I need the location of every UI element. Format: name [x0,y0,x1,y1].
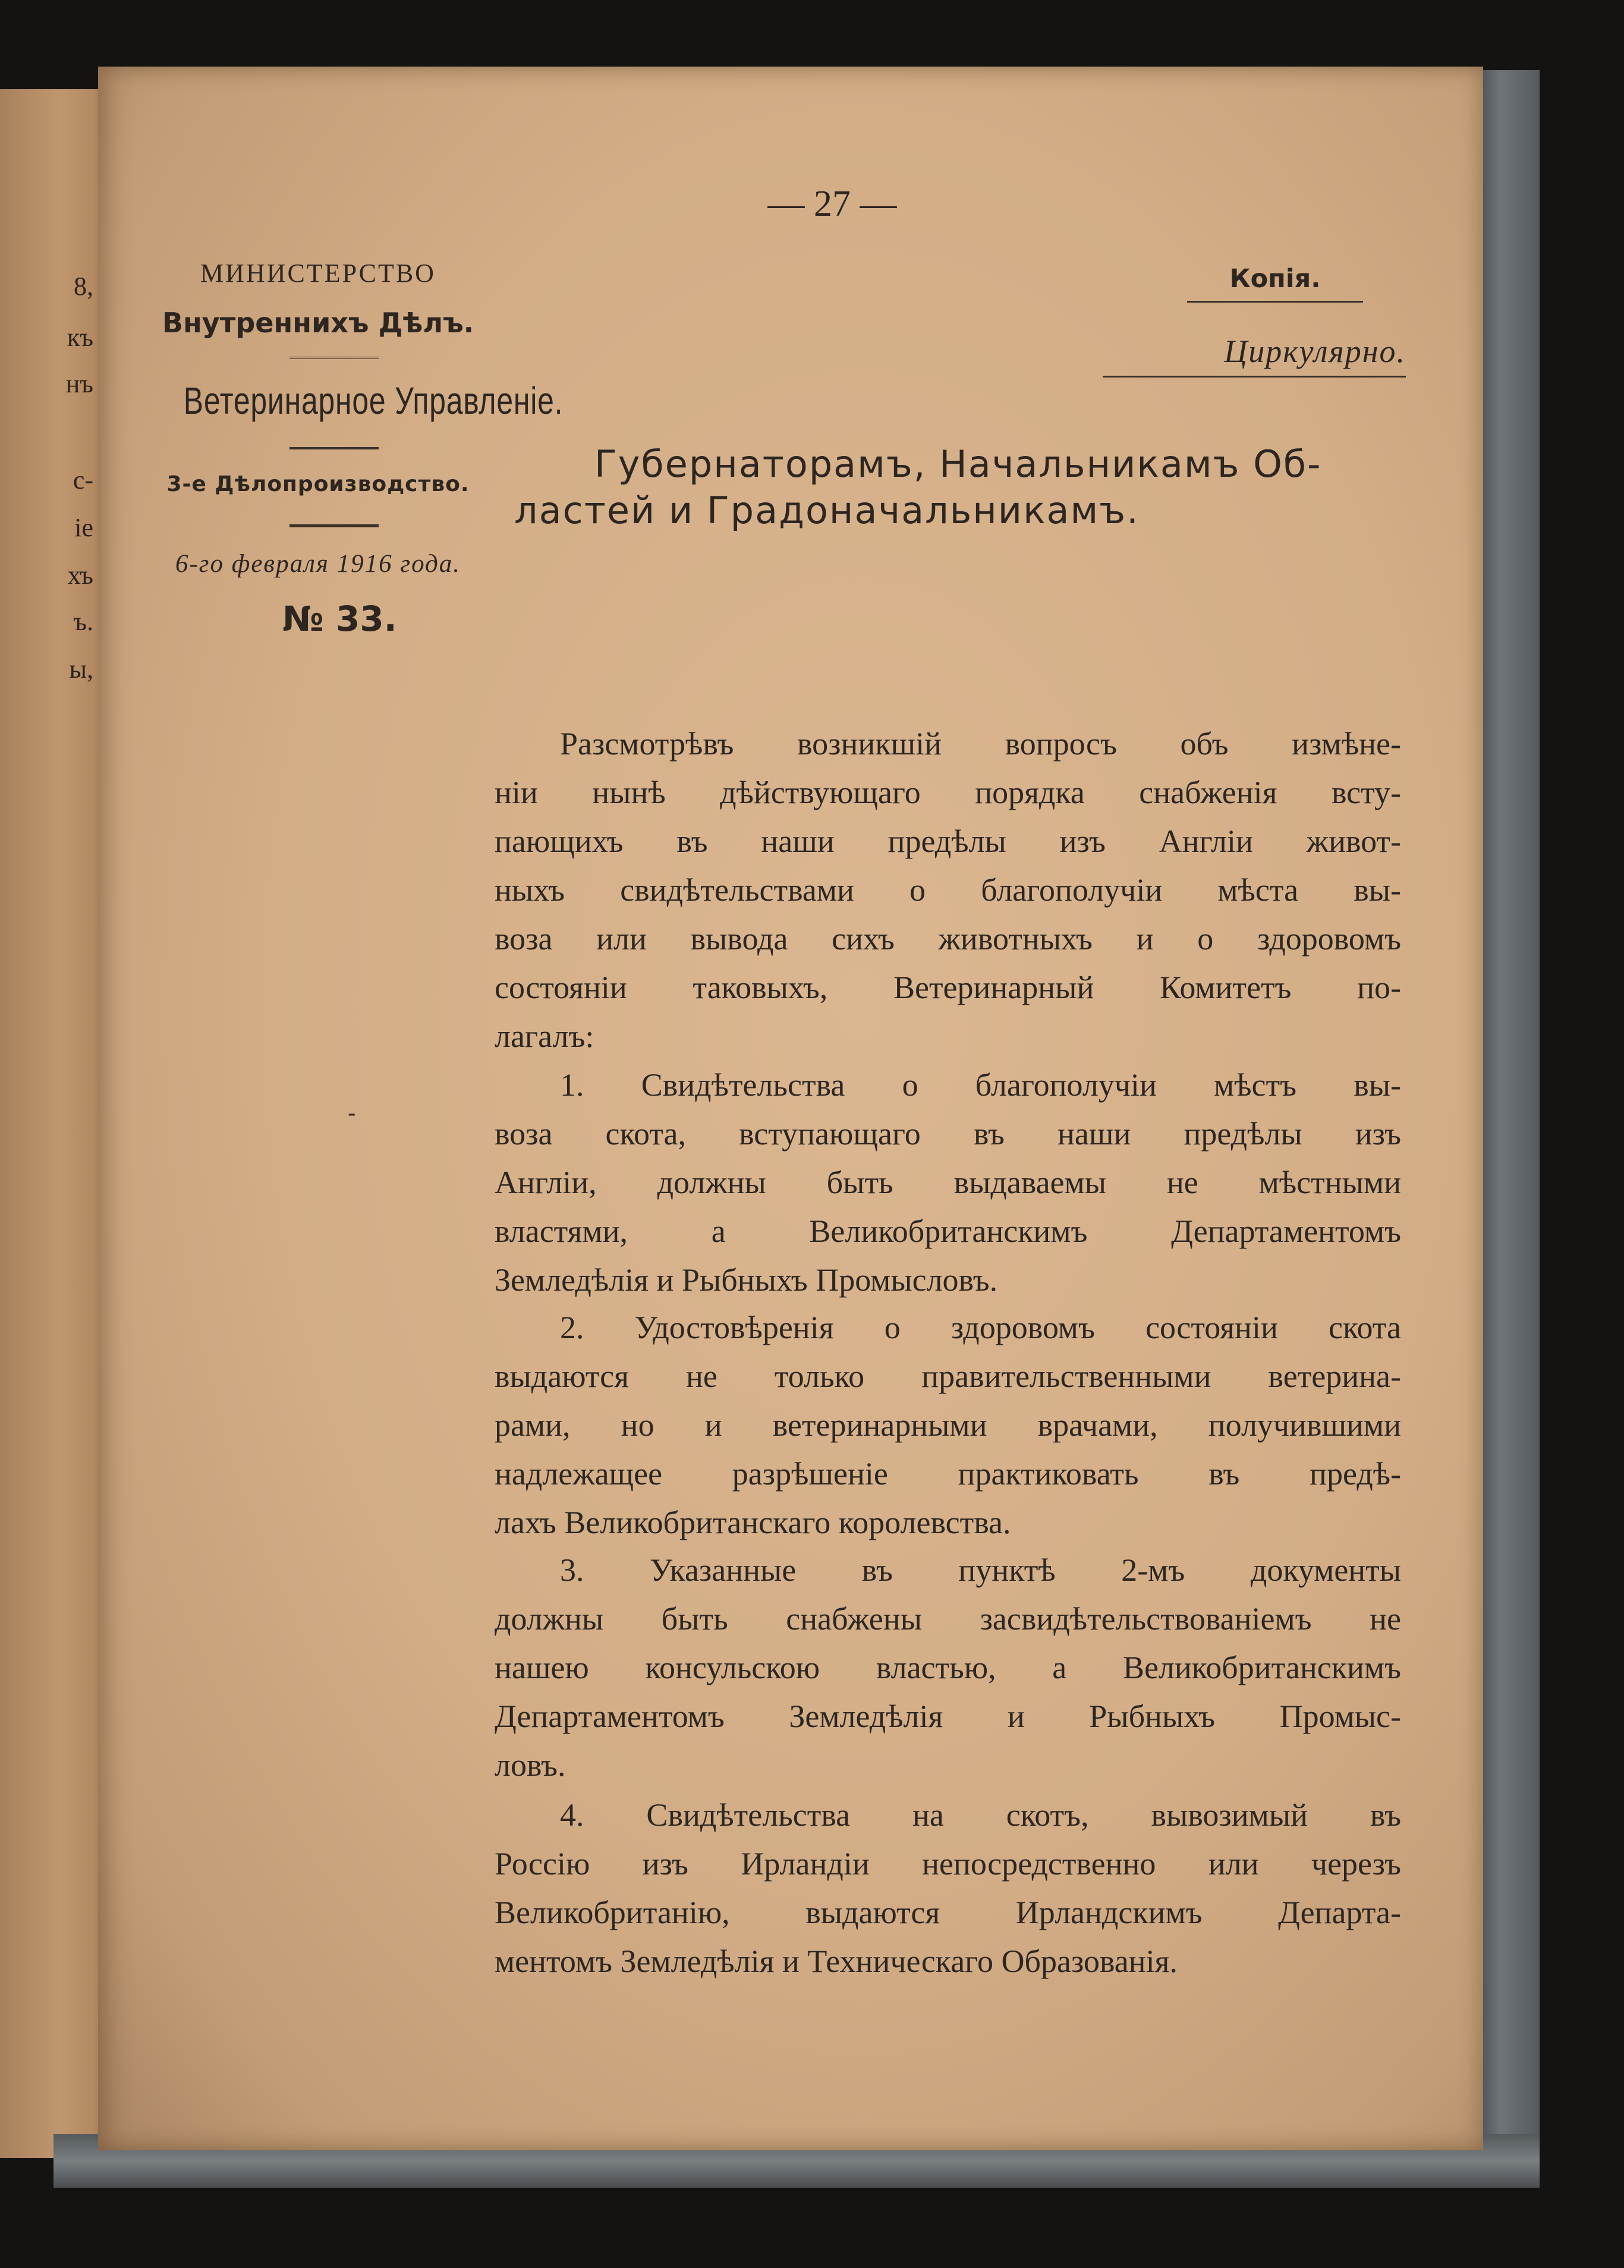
left-page-fragment: нъ [65,369,93,398]
margin-mark: - [348,1100,356,1127]
left-page-fragment: с- [73,465,93,495]
body-line: пающихъ въ наши предѣлы изъ Англіи живот- [495,823,1401,859]
body-line: 4. Свидѣтельства на скотъ, вывозимый въ [560,1797,1401,1833]
body-line: надлежащее разрѣшеніе практиковать въ предѣ- [495,1456,1401,1492]
body-line: воза или вывода сихъ животныхъ и о здоровомъ [495,921,1401,957]
body-line: должны быть снабжены засвидѣтельствованіемъ не [495,1601,1401,1637]
copy-label: Копія. [1229,264,1321,294]
ministry-name: МИНИСТЕРСТВО [200,259,436,288]
ministry-subtitle: Внутреннихъ Дѣлъ. [162,307,474,339]
left-page-fragment: ы, [69,655,93,684]
body-line: Земледѣлія и Рыбныхъ Промысловъ. [495,1262,998,1298]
addressee-line: ластей и Градоначальникамъ. [514,489,1140,532]
body-line: нашею консульскою властью, а Великобританскимъ [495,1650,1401,1685]
page-number: — 27 — [767,184,897,224]
body-line: Разсмотрѣвъ возникшій вопросъ объ измѣне- [560,726,1401,762]
body-line: воза скота, вступающаго въ наши предѣлы изъ [495,1116,1401,1152]
body-line: Англіи, должны быть выдаваемы не мѣстными [495,1165,1401,1200]
body-line: Департаментомъ Земледѣлія и Рыбныхъ Промыс- [495,1698,1401,1734]
document-number: № 33. [282,599,397,639]
body-line: ментомъ Земледѣлія и Техническаго Образованія. [495,1943,1178,1979]
header-divider [289,447,379,449]
header-divider [289,524,379,527]
body-line: Россію изъ Ирландіи непосредственно или черезъ [495,1846,1401,1882]
circular-underline [1103,376,1406,378]
left-page-fragment: хъ [67,561,93,590]
body-line: 2. Удостовѣренія о здоровомъ состояніи скота [560,1310,1401,1345]
left-page-fragment: къ [67,323,93,352]
department-name: Ветеринарное Управленіе. [183,379,564,422]
circular-label: Циркулярно. [1224,334,1406,369]
document-page [98,67,1483,2150]
body-line: лагалъ: [495,1018,594,1054]
body-line: рами, но и ветеринарными врачами, получившими [495,1407,1401,1443]
body-line: властями, а Великобританскимъ Департаментомъ [495,1213,1401,1249]
document-date: 6-го февраля 1916 года. [175,550,461,578]
body-line: лахъ Великобританскаго королевства. [495,1505,1011,1540]
body-line: состояніи таковыхъ, Ветеринарный Комитетъ по- [495,970,1401,1005]
left-page-fragment: 8, [74,272,93,301]
previous-page-edge [0,89,110,2158]
body-line: ныхъ свидѣтельствами о благополучіи мѣста вы- [495,872,1401,908]
body-line: Великобританію, выдаются Ирландскимъ Департа- [495,1895,1401,1930]
left-page-fragment: ъ. [73,607,93,636]
addressee-line: Губернаторамъ, Начальникамъ Об- [594,442,1322,486]
body-line: 3. Указанные въ пунктѣ 2-мъ документы [560,1552,1401,1588]
header-divider [289,357,379,359]
copy-underline [1187,301,1363,303]
body-line: выдаются не только правительственными ветерина- [495,1358,1401,1394]
body-line: ніи нынѣ дѣйствующаго порядка снабженія всту- [495,775,1401,810]
body-line: 1. Свидѣтельства о благополучіи мѣстъ вы- [560,1067,1401,1103]
left-page-fragment: іе [74,513,93,542]
body-line: ловъ. [495,1747,566,1783]
office-name: 3-е Дѣлопроизводство. [166,472,470,496]
